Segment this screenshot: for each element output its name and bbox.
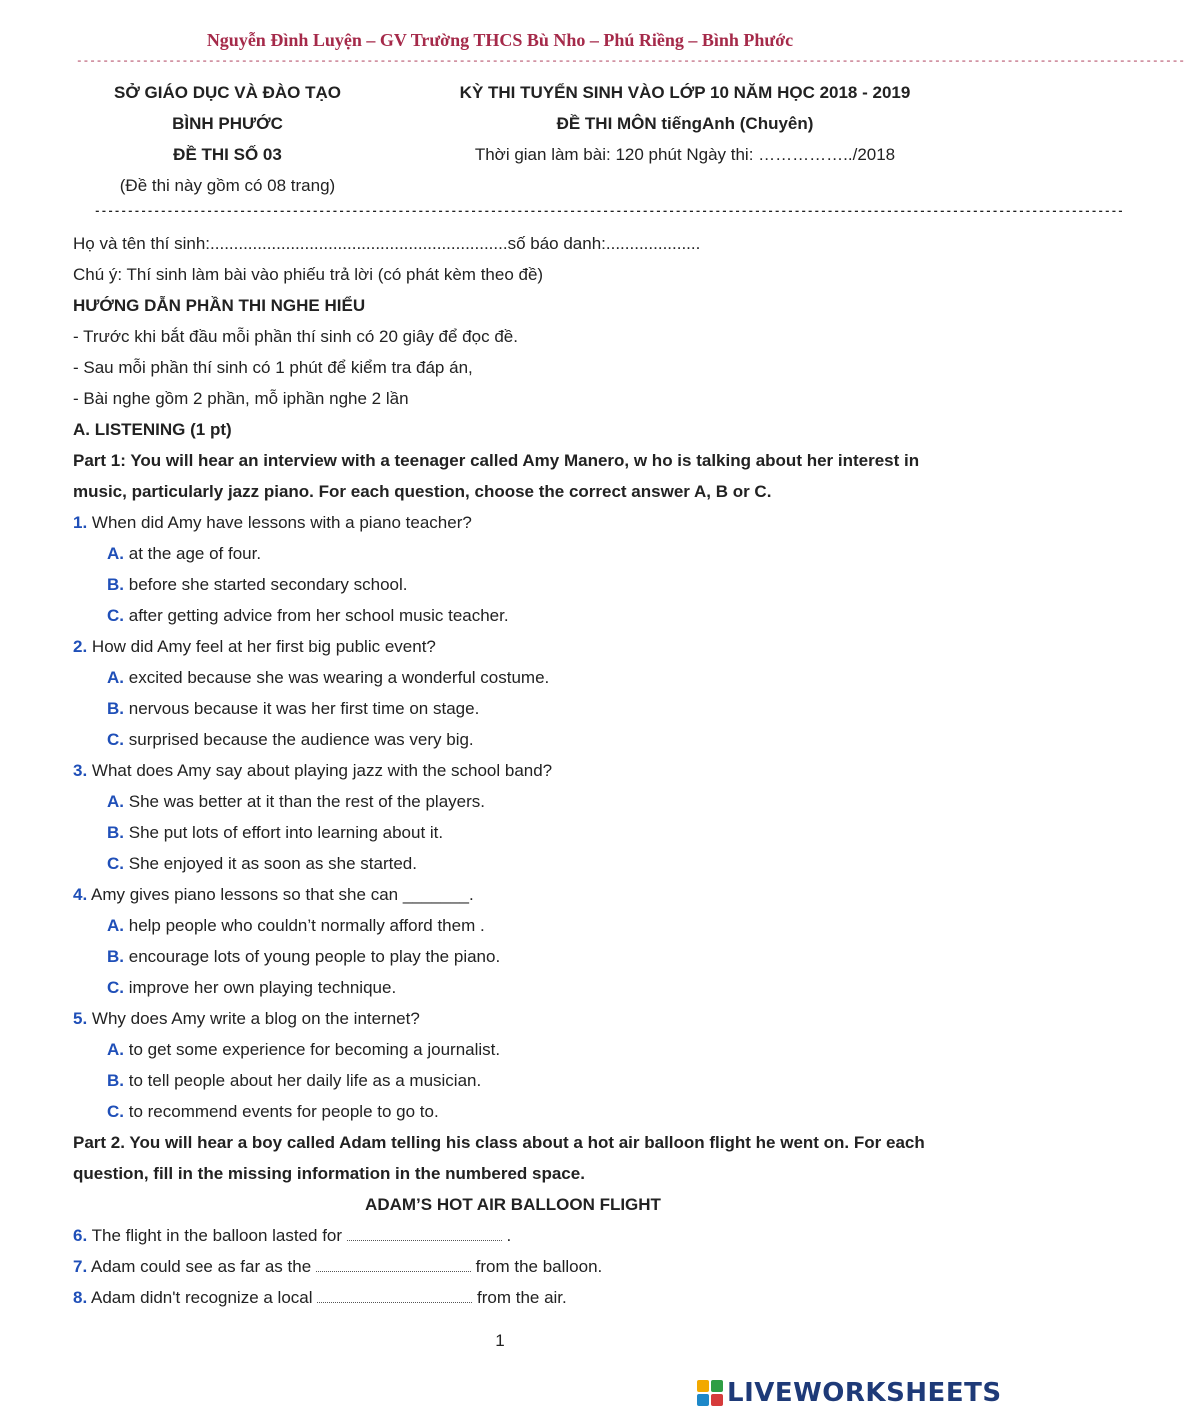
question-text-after: from the air.: [477, 1288, 567, 1307]
option-text: improve her own playing technique.: [128, 978, 397, 997]
option-text: at the age of four.: [128, 544, 262, 563]
option-text: She enjoyed it as soon as she started.: [128, 854, 417, 873]
option-letter: C.: [107, 854, 124, 873]
question-text: Why does Amy write a blog on the internet?: [91, 1009, 420, 1028]
question-text-after: .: [506, 1226, 512, 1245]
question-number: 8.: [73, 1288, 88, 1307]
exam-time: Thời gian làm bài: 120 phút Ngày thi: ……………../2018: [474, 145, 896, 164]
option-letter: A.: [107, 916, 124, 935]
question-number: 4.: [73, 885, 88, 904]
question-5: [73, 1003, 953, 1034]
question-text: When did Amy have lessons with a piano teacher?: [91, 513, 472, 532]
answer-blank-6[interactable]: [347, 1222, 502, 1241]
option-text: She put lots of effort into learning about it.: [128, 823, 444, 842]
option-3b[interactable]: [73, 817, 953, 848]
question-text: What does Amy say about playing jazz with the school band?: [91, 761, 553, 780]
option-letter: B.: [107, 575, 124, 594]
instruction-item: - Trước khi bắt đầu mỗi phần thí sinh có 20 giây để đọc đề.: [73, 327, 518, 346]
exam-number: ĐỀ THI SỐ 03: [173, 145, 282, 164]
option-letter: A.: [107, 792, 124, 811]
question-text: Amy gives piano lessons so that she can _______.: [90, 885, 474, 904]
question-1: [73, 507, 953, 538]
option-text: help people who couldn’t normally afford them .: [128, 916, 485, 935]
option-letter: C.: [107, 978, 124, 997]
exam-subject: ĐỀ THI MÔN tiếngAnh (Chuyên): [556, 114, 814, 133]
question-number: 1.: [73, 513, 88, 532]
part2-title: ADAM’S HOT AIR BALLOON FLIGHT: [365, 1195, 661, 1214]
question-text-before: Adam didn't recognize a local: [90, 1288, 313, 1307]
option-5b[interactable]: [73, 1065, 953, 1096]
section-title: A. LISTENING (1 pt): [73, 420, 232, 439]
question-8: [73, 1282, 953, 1313]
province-name: BÌNH PHƯỚC: [172, 114, 283, 133]
question-number: 5.: [73, 1009, 88, 1028]
option-text: after getting advice from her school music teacher.: [128, 606, 509, 625]
question-7: [73, 1251, 953, 1282]
option-letter: C.: [107, 1102, 124, 1121]
option-text: nervous because it was her first time on stage.: [128, 699, 480, 718]
question-4: [73, 879, 953, 910]
exam-content: [73, 228, 953, 1313]
option-letter: B.: [107, 1071, 124, 1090]
option-4b[interactable]: [73, 941, 953, 972]
question-number: 6.: [73, 1226, 88, 1245]
question-text-before: Adam could see as far as the: [90, 1257, 312, 1276]
liveworksheets-logo: [697, 1378, 1002, 1408]
option-letter: A.: [107, 1040, 124, 1059]
option-text: to get some experience for becoming a journalist.: [128, 1040, 501, 1059]
option-letter: B.: [107, 699, 124, 718]
option-2b[interactable]: [73, 693, 953, 724]
pages-note: (Đề thi này gồm có 08 trang): [119, 176, 336, 195]
note-line: Chú ý: Thí sinh làm bài vào phiếu trả lời (có phát kèm theo đề): [73, 265, 544, 284]
option-text: surprised because the audience was very big.: [128, 730, 474, 749]
candidate-line: Họ và tên thí sinh:...............................................................số báo danh:....................: [73, 234, 701, 253]
option-text: encourage lots of young people to play the piano.: [128, 947, 501, 966]
header-right: [420, 77, 950, 170]
liveworksheets-wordmark: LIVEWORKSHEETS: [727, 1378, 1002, 1408]
part1-intro: Part 1: You will hear an interview with a teenager called Amy Manero, w ho is talking about her interest in music, particularly jazz piano. For each question, choose the correct answer A, B or C.: [73, 451, 920, 501]
option-text: She was better at it than the rest of the players.: [128, 792, 485, 811]
header-divider: ------------------------------------------------------------------------------------------------------------------------------------------------------------------------: [76, 56, 1185, 68]
option-2a[interactable]: [73, 662, 953, 693]
option-5a[interactable]: [73, 1034, 953, 1065]
part2-intro: Part 2. You will hear a boy called Adam telling his class about a hot air balloon flight he went on. For each question, fill in the missing information in the numbered space.: [73, 1133, 925, 1183]
option-4a[interactable]: [73, 910, 953, 941]
option-text: to recommend events for people to go to.: [128, 1102, 439, 1121]
option-3c[interactable]: [73, 848, 953, 879]
instructions-title: HƯỚNG DẪN PHẦN THI NGHE HIỂU: [73, 296, 366, 315]
liveworksheets-icon: [697, 1380, 723, 1406]
exam-title: KỲ THI TUYỂN SINH VÀO LỚP 10 NĂM HỌC 2018 - 2019: [459, 83, 911, 102]
option-letter: C.: [107, 606, 124, 625]
header-left: [80, 77, 375, 201]
option-text: to tell people about her daily life as a musician.: [128, 1071, 482, 1090]
option-letter: C.: [107, 730, 124, 749]
question-number: 3.: [73, 761, 88, 780]
page-number: 1: [495, 1331, 505, 1350]
department-name: SỞ GIÁO DỤC VÀ ĐÀO TẠO: [113, 83, 341, 102]
option-letter: B.: [107, 823, 124, 842]
author-line: Nguyễn Đình Luyện – GV Trường THCS Bù Nho – Phú Riềng – Bình Phước: [206, 30, 794, 50]
option-1a[interactable]: [73, 538, 953, 569]
option-2c[interactable]: [73, 724, 953, 755]
question-6: [73, 1220, 953, 1251]
answer-blank-7[interactable]: [316, 1253, 471, 1272]
section-divider: ------------------------------------------------------------------------------------------------------------------------------------------------------------: [94, 206, 1124, 218]
option-3a[interactable]: [73, 786, 953, 817]
option-1c[interactable]: [73, 600, 953, 631]
option-1b[interactable]: [73, 569, 953, 600]
option-text: excited because she was wearing a wonderful costume.: [128, 668, 550, 687]
question-number: 2.: [73, 637, 88, 656]
question-text: How did Amy feel at her first big public event?: [91, 637, 436, 656]
option-letter: B.: [107, 947, 124, 966]
option-5c[interactable]: [73, 1096, 953, 1127]
question-3: [73, 755, 953, 786]
option-text: before she started secondary school.: [128, 575, 408, 594]
question-text-before: The flight in the balloon lasted for: [91, 1226, 343, 1245]
answer-blank-8[interactable]: [317, 1284, 472, 1303]
option-4c[interactable]: [73, 972, 953, 1003]
option-letter: A.: [107, 668, 124, 687]
question-text-after: from the balloon.: [475, 1257, 603, 1276]
option-letter: A.: [107, 544, 124, 563]
question-number: 7.: [73, 1257, 88, 1276]
question-2: [73, 631, 953, 662]
instruction-item: - Sau mỗi phần thí sinh có 1 phút để kiểm tra đáp án,: [73, 358, 473, 377]
instruction-item: - Bài nghe gồm 2 phần, mỗ iphần nghe 2 lần: [73, 389, 409, 408]
